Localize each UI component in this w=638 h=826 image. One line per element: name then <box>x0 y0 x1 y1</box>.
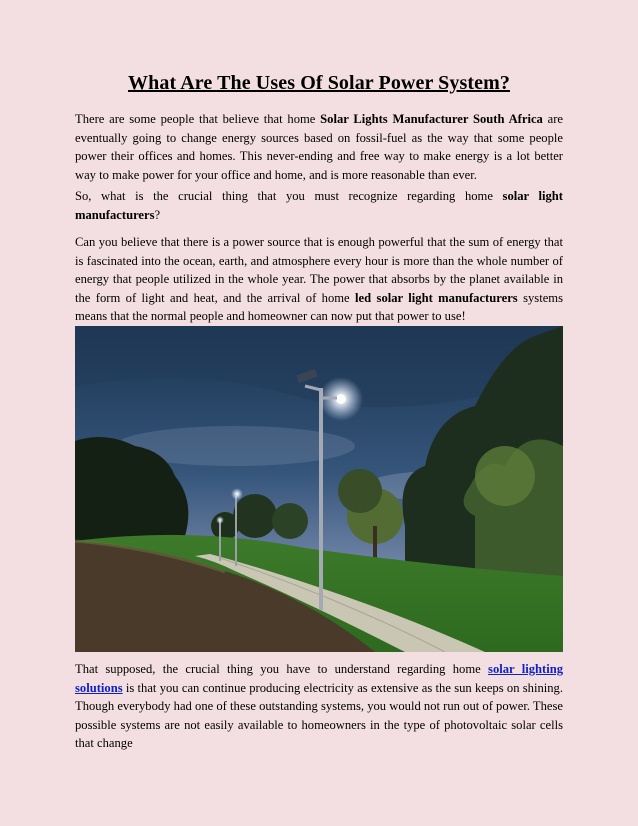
paragraph-power-source <box>75 233 563 326</box>
paragraph-text: There are some people that believe that home <box>75 112 321 126</box>
page-title: What Are The Uses Of Solar Power System? <box>128 72 510 94</box>
paragraph-text: So, what is the crucial thing that you must recognize regarding home <box>75 189 503 203</box>
paragraph-text: That supposed, the crucial thing you have to understand regarding home <box>75 662 489 676</box>
paragraph-text: systems means that the normal people and homeowner can now put that power to use! <box>75 290 563 324</box>
paragraph-text: are eventually going to change energy sources based on fossil-fuel as the way that some people power their offices and homes. This never-ending and free way to make energy is a lot better way to make power for your office and home, and is more reasonable than ever. <box>75 112 564 182</box>
solar-lighting-solutions-link[interactable]: solar lighting solutions <box>75 662 564 695</box>
paragraph-lighting-solutions <box>75 660 563 753</box>
paragraph-text: ? <box>154 207 161 222</box>
bold-keyword: solar light manufacturers <box>75 189 563 222</box>
solar-street-light-photo <box>75 326 563 652</box>
paragraph-text: is that you can continue producing electricity as extensive as the sun keeps on shining. Though everybody had one of these outstanding systems, you would not run out of power. These possible systems are not easily available to homeowners in the type of photovoltaic solar cells that change <box>75 680 563 751</box>
paragraph-text: Can you believe that there is a power source that is enough powerful that the sum of energy that is fascinated into the ocean, earth, and atmosphere every hour is more than the whole number of energy that people utilized in the whole year. The power that absorbs by the planet available in the form of light and heat, and the arrival of home <box>75 235 563 305</box>
bold-keyword: led solar light manufacturers <box>355 290 518 305</box>
paragraph-intro <box>75 110 563 184</box>
bold-keyword: Solar Lights Manufacturer South Africa <box>320 112 543 126</box>
paragraph-question <box>75 187 563 224</box>
